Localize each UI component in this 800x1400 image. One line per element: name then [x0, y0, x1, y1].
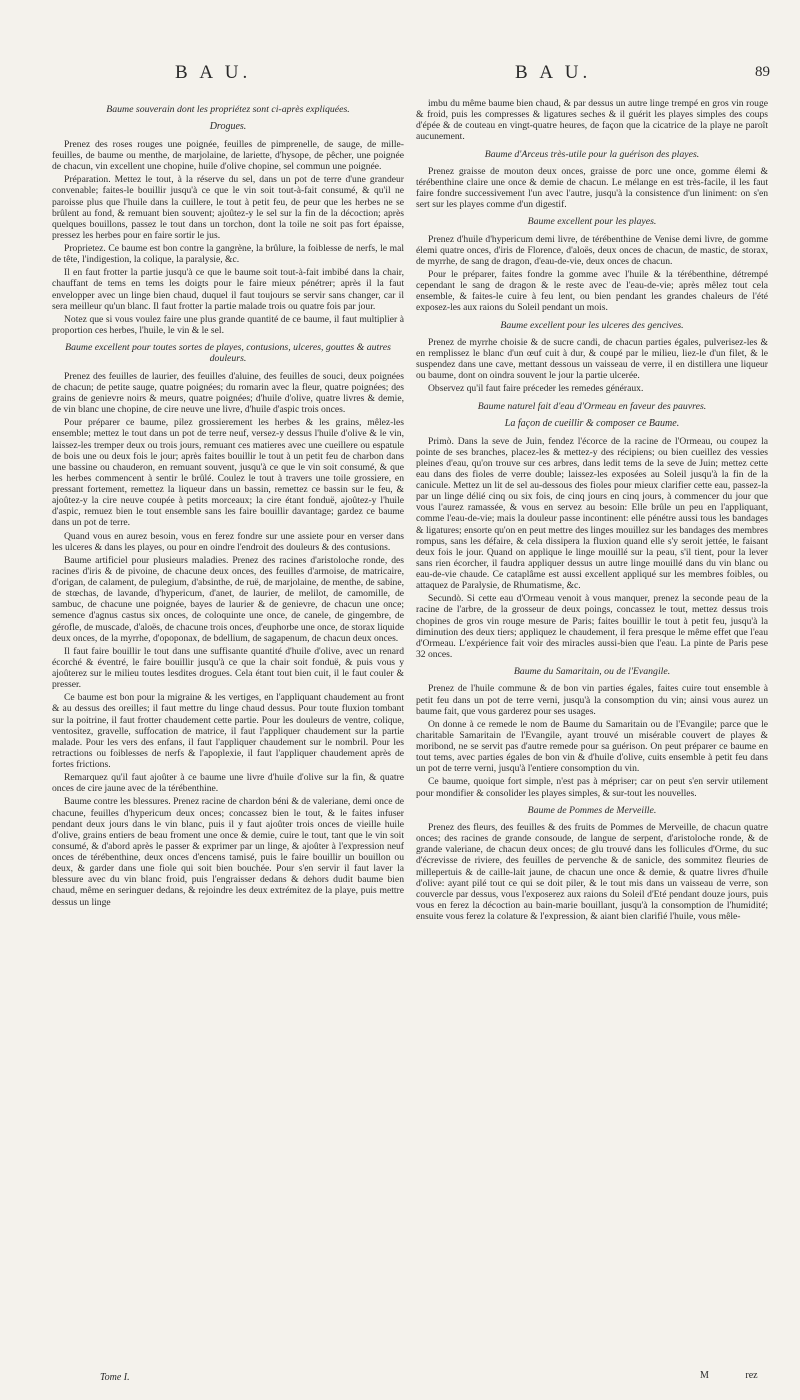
section-subheading: Drogues.	[209, 121, 247, 133]
catchword: rez	[745, 1370, 758, 1381]
running-head-right: B A U.	[515, 62, 592, 83]
section-heading: Baume excellent pour les playes.	[527, 216, 657, 228]
running-head-left: B A U.	[175, 62, 252, 83]
section-heading: Baume souverain dont les propriétez sont ci-après expliquées.	[106, 104, 350, 115]
paragraph: Prenez de myrrhe choisie & de sucre candi, de chacun parties égales, pulverisez-les & en remplissez le blanc d'un œuf cuit à dur, & coupé par le milieu, liez-le d'un filet, & le suspendez dans une cave, mettant dessous un vaisseau de verre, il en distillera une liqueur ou baume, dont on oindra souvent le jour la partie ulcerée.	[416, 336, 768, 382]
paragraph: Prenez graisse de mouton deux onces, graisse de porc une once, gomme élemi & térébenthine claire une once & demie de chacun. Le mélange en est très-facile, il les faut faire fondre successivement l'un avec l'autre, jusqu'à la consistence d'un liniment: on s'en sert sur les playes comme d'un digestif.	[416, 165, 768, 211]
paragraph: Il en faut frotter la partie jusqu'à ce que le baume soit tout-à-fait imbibé dans la chair, chauffant de tems en tems les doigts pour le faire mieux pénétrer; après il la faut envelopper avec un linge bien chaud, duquel il faut toujours se servir sans changer, car il sera meilleur qu'un blanc. Il faut frotter la partie malade trois ou quatre fois par jour.	[52, 267, 404, 312]
section-heading: Baume d'Arceus très-utile pour la guérison des playes.	[484, 148, 700, 160]
paragraph: Observez qu'il faut faire préceder les remedes généraux.	[428, 383, 644, 395]
section-heading: Baume de Pommes de Merveille.	[527, 804, 657, 816]
section-heading: Baume excellent pour toutes sortes de playes, contusions, ulceres, gouttes & autres douleurs.	[65, 342, 391, 365]
paragraph: Prenez de l'huile commune & de bon vin parties égales, faites cuire tout ensemble à petit feu dans un pot de terre verni, jusqu'à la consomption du vin; ainsi vous aurez un baume fait, que vous garderez pour ses usages.	[416, 683, 768, 717]
paragraph: Il faut faire bouillir le tout dans une suffisante quantité d'huile d'olive, avec un renard écorché & éventré, le faire bouillir jusqu'à ce que la chair soit fonduë, & puis vous y ajoûterez sur le milieu toutes lesdites drogues. Cela étant tout bien cuit, il le faut couler & presser.	[52, 645, 404, 691]
right-column	[416, 98, 768, 924]
paragraph: Ce baume est bon pour la migraine & les vertiges, en l'appliquant chaudement au front & au dessus des oreilles; il faut mettre du linge chaud dessus. Pour toute fluxion tombant sur la poitrine, il faut frotter chaudement cette partie. Pour les douleurs de ventre, colique, ventositez, gravelle, suffocation de matrice, il faut l'appliquer chaudement sur la partie malade. Pour les vers des enfans, il faut l'appliquer chaudement sur le nombril. Pour les retractions ou foiblesses de nerfs & l'apoplexie, il faut l'appliquer chaudement après de fortes frictions.	[52, 692, 404, 771]
paragraph: Prenez des feuilles de laurier, des feuilles d'aluine, des feuilles de souci, deux poignées de chacun; de petite sauge, quatre poignées; du romarin avec la fleur, quatre poignées; des grains de genievre noirs & meurs, quatre poignées; d'huile d'olive, quatre livres & demie, de vin blanc une chopine, de cire neuve une livre, d'huile d'aspic trois onces.	[52, 370, 404, 416]
signature-mark: Tome I.	[100, 1372, 130, 1383]
footer-marks	[700, 1370, 792, 1381]
page-number: 89	[755, 64, 770, 80]
paragraph: Remarquez qu'il faut ajoûter à ce baume une livre d'huile d'olive sur la fin, & quatre onces de cire jaune avec de la térébenthine.	[52, 772, 404, 795]
left-column	[52, 98, 404, 910]
paragraph: Proprietez. Ce baume est bon contre la gangrène, la brûlure, la foiblesse de nerfs, le mal de tête, l'indigestion, la colique, la paralysie, &c.	[52, 243, 404, 266]
paragraph: Prenez des fleurs, des feuilles & des fruits de Pommes de Merveille, de chacun quatre onces; des racines de grande consoude, de langue de serpent, d'aristoloche ronde, & de grande valeriane, de chacun deux onces; de glu trouvé dans les follicules d'Orme, du suc d'écrevisse de riviere, des feuilles de pervenche & de sanicle, des sommitez fleuries de millepertuis & de caille-lait jaune, de chacun une once & demie, & quatre livres d'huile d'olive: ayant pilé tout ce qui se doit piler, & le tout mis dans un vaisseau de verre, son couvercle par dessus, vous l'exposerez aux raions du Soleil d'Eté pendant douze jours, puis vous en ferez la décoction au bain-marie bouillant, jusqu'à la consomption de l'humidité; ensuite vous ferez la colature & l'expression, & aiant bien clarifié l'huile, vous mêle-	[416, 822, 768, 922]
paragraph: Secundò. Si cette eau d'Ormeau venoit à vous manquer, prenez la seconde peau de la racine de l'arbre, de la grosseur de deux poings, concassez le tout, mettez dessus trois chopines de gros vin rouge mesure de Paris; faites bouillir le tout à petit feu, jusqu'à la diminution des deux tiers; appliquez le chaudement, il fera presque le même effet que l'eau d'Ormeau. L'expérience fait voir des miracles aussi-bien que l'eau. La pinte de Paris pese 32 onces.	[416, 593, 768, 660]
quire-mark: M	[700, 1370, 709, 1381]
section-subheading: La façon de cueillir & composer ce Baume.	[504, 417, 680, 429]
paragraph: imbu du même baume bien chaud, & par dessus un autre linge trempé en gros vin rouge & froid, puis les compresses & ligatures seches & il guérit les playes simples des coups d'épée & de couteau en vingt-quatre heures, de façon que la cicatrice de la playe ne paroît aucunement.	[416, 98, 768, 143]
paragraph: Baume contre les blessures. Prenez racine de chardon béni & de valeriane, demi once de chacune, feuilles d'hypericum deux onces; concassez bien le tout, & le faites infuser pendant deux jours dans le vin blanc, puis il y faut ajoûter trois onces de vieille huile d'olive, grains entiers de beau froment une once & demie, cuire le tout, tant que le vin soit consumé, & d'abord après le passer & exprimer par un linge, & ajoûter à l'expression neuf onces de térébenthine, deux onces d'encens tamisé, puis le faire bouillir un bouillon ou deux, & garder dans une fiole qui soit bien bouchée. Pour s'en servir il faut laver la blessure avec du vin blanc froid, puis l'engraisser dedans & dehors dudit baume bien chaud, même en seringuer dedans, & rejoindre les deux extrémitez de la playe, puis mettre dessus un linge	[52, 796, 404, 908]
paragraph: Quand vous en aurez besoin, vous en ferez fondre sur une assiete pour en verser dans les ulceres & dans les playes, ou pour en oindre l'endroit des douleurs & des contusions.	[52, 530, 404, 553]
paragraph: Prenez d'huile d'hypericum demi livre, de térébenthine de Venise demi livre, de gomme élemi quatre onces, d'iris de Florence, d'aloës, deux onces de chacun, de mastic, de storax, de myrrhe, de sang de dragon, d'eau-de-vie, deux onces de chacun.	[416, 233, 768, 267]
paragraph: On donne à ce remede le nom de Baume du Samaritain ou de l'Evangile; parce que le charitable Samaritain de l'Evangile, ayant trouvé un misérable couvert de playes & moribond, ne se servit pas d'autre remede pour sa guérison. On peut préparer ce baume en tout tems, avec parties égales de bon vin & d'huile d'olive, cuits ensemble à petit feu dans un pot de terre verni, jusqu'à l'entiere consomption du vin.	[416, 718, 768, 775]
paragraph: Pour préparer ce baume, pilez grossierement les herbes & les grains, mêlez-les ensemble; mettez le tout dans un pot de terre neuf, versez-y dessus l'huile d'olive & le vin, laissez-les tremper deux ou trois jours, remuant ces matieres avec une cueillere ou espatule de bois une ou deux fois le jour; après faites bouillir le tout à un petit feu de charbon dans une bassine ou chauderon, en remuant souvent, jusqu'à ce que le vin soit consumé, & que les herbes commencent à sentir le brûlé. Coulez le tout à travers une toile grossiere, en pressant fortement, remettez la liqueur dans un bassin, remettez ce bassin sur le feu, & ajoûtez-y la cire neuve coupée à petits morceaux; la cire étant fonduë, ajoûtez-y l'huile d'aspic, remuez bien le tout ensemble sans les faire bouillir davantage; gardez ce baume dans un pot de terre.	[52, 417, 404, 529]
paragraph: Pour le préparer, faites fondre la gomme avec l'huile & la térébenthine, détrempé cependant le sang de dragon & le reste avec de l'eau-de-vie; après mêlez tout cela ensemble, & faites-le cuire à feu lent, ou bien pendant les grandes chaleurs de l'été exposez-les aux raions du Soleil pendant un mois.	[416, 269, 768, 314]
section-heading: Baume excellent pour les ulceres des gencives.	[500, 319, 684, 331]
paragraph: Baume artificiel pour plusieurs maladies. Prenez des racines d'aristoloche ronde, des racines d'iris & de pivoine, de chacune deux onces, des feuilles d'armoise, de matricaire, d'origan, de calament, de pulegium, d'absinthe, de ruë, de marjolaine, de menthe, de sabine, de stœchas, de lavande, d'hypericum, d'anet, de laurier, de melilot, de camomille, de sambuc, de chacune une poignée, bayes de laurier & de genievre, de chacun une once; semence d'agnus castus six onces, de coloquinte une once, de canele, de gingembre, de gérofle, de muscade, d'aloës, de chacune trois onces, d'euphorbe une once, de storax liquide deux onces, de la myrrhe, d'opoponax, de bdellium, de sagapenum, de chacun deux onces.	[52, 554, 404, 644]
paragraph: Notez que si vous voulez faire une plus grande quantité de ce baume, il faut multiplier à proportion ces herbes, l'huile, le vin & le sel.	[52, 313, 404, 336]
section-heading: Baume du Samaritain, ou de l'Evangile.	[513, 666, 671, 678]
paragraph: Préparation. Mettez le tout, à la réserve du sel, dans un pot de terre d'une grandeur convenable; faites-le bouillir jusqu'à ce que le vin soit tout-à-fait consumé, & qu'il ne paroisse plus que l'huile dans la cuillere, le tout à petit feu, de peur que les herbes ne se brûlent au fond, & remuant bien souvent; ajoûtez-y le sel sur la fin de la décoction; après quelques bouillons, passez le tout dans un torchon, dont la toile ne soit pas fort épaisse, pressez les herbes pour en faire sortir le jus.	[52, 174, 404, 241]
paragraph: Prenez des roses rouges une poignée, feuilles de pimprenelle, de sauge, de mille-feuilles, de baume ou menthe, de marjolaine, de lariette, d'hysope, de pêcher, une poignée de chacun, vin excellent une chopine, huile d'olive chopine, sel commun une poignée.	[52, 138, 404, 173]
section-heading: Baume naturel fait d'eau d'Ormeau en faveur des pauvres.	[477, 400, 707, 412]
paragraph: Ce baume, quoique fort simple, n'est pas à mépriser; car on peut s'en servir utilement pour mondifier & consolider les playes simples, & sur-tout les nouvelles.	[416, 776, 768, 799]
paragraph: Primò. Dans la seve de Juin, fendez l'écorce de la racine de l'Ormeau, ou coupez la pointe de ses branches, placez-les & mettez-y des récipiens; ou bien cueillez des vessies pleines d'eau, qu'on trouve sur ces arbres, dans ledit tems de la seve de Juin; mettez cette eau dans des fioles de verre double; laissez-les exposées au Soleil jusqu'à la fin de la canicule. Mettez un lit de sel au-dessous des fioles pour mieux clarifier cette eau, passez-la par un linge délié cinq ou six fois, de cinq jours en cinq jours, à commencer du jour que vous l'aurez ramassée, & vous en servez au besoin: Elle brûle un peu en l'appliquant, comme l'eau-de-vie; mais la douleur passe incontinent: elle pénétre aussi tous les bandages & ligatures; ensorte qu'on en peut mettre des linges mouillez sur les bandages des membres rompus, sans les défaire, & cela dissipera la fluxion quand elle s'y seroit jettée, le faisant deux fois le jour. Quand on applique le linge mouillé sur la peau, s'il tient, pour la lever sans rien écorcher, il faudra appliquer dessus un autre linge mouillé dans du vin blanc ou eau-de-vie chaude. Ce cataplâme est aussi excellent appliqué sur les membres foibles, ou attaquez de Paralysie, de Rhumatisme, &c.	[416, 435, 768, 592]
